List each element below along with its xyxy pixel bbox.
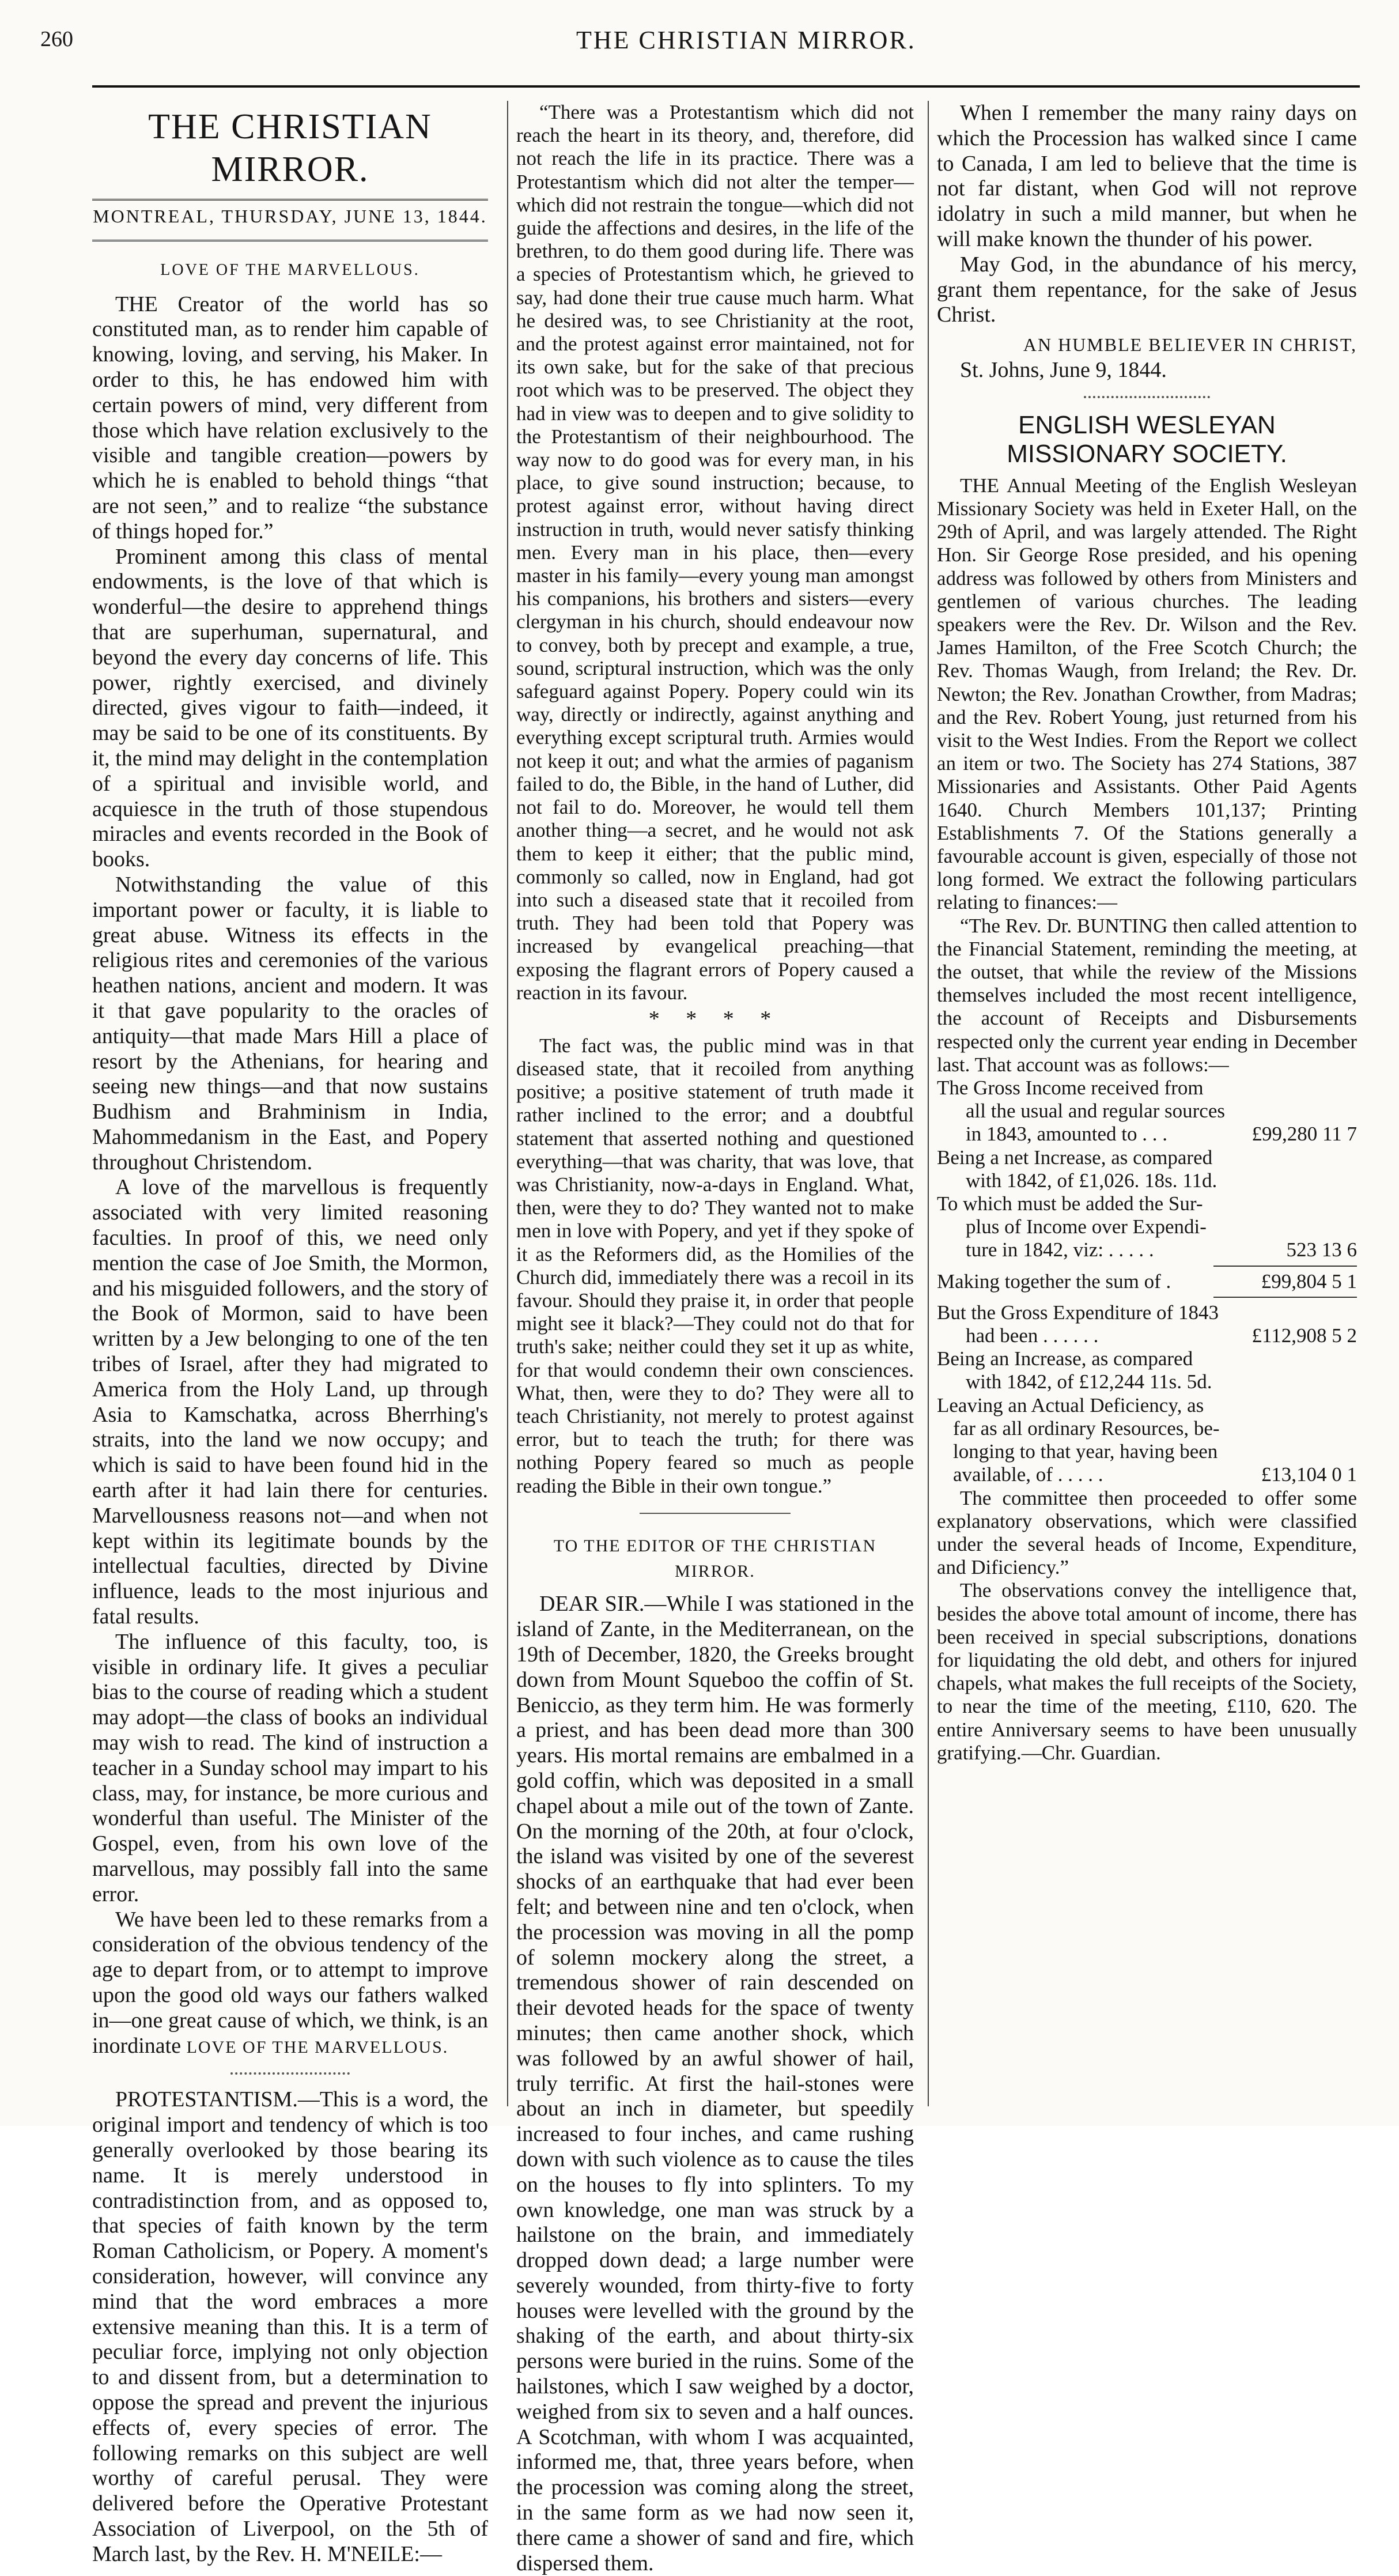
- statement-amount: £99,804 5 1: [1261, 1270, 1357, 1293]
- paragraph-text: We have been led to these remarks from a consideration of the obvious tendency of the age to depart from, or to attempt to improve upon the good old ways our fathers walked in—one great cause of which, we think, is an inordinate: [92, 1907, 488, 2058]
- paragraph: [92, 1908, 488, 2060]
- quotation: The fact was, the public mind was in that diseased state, that it recoiled from anything positive; a positive statement of truth made it rather inclined to the error; and a doubtful statement that asserted nothing and questioned everything—that was charity, that was love, that was Christianity, now-a-days in England. What, then, were they to do? They wanted not to make men in love with Popery, and yet if they spoke of it as the Reformers did, as the Homilies of the Church did, immediately there was a recoil in its favour. Should they praise it, in order that people might see it black?—They could not do that for truth's sake; neither could they set it up as white, for that would condemn their own consciences. What, then, were they to do? They were all to teach Christianity, not merely to protest against error, but to teach the truth; for there was nothing Popery feared so much as people reading the Bible in their own tongue.”: [516, 1034, 914, 1497]
- statement-label: in 1843, amounted to . . .: [966, 1123, 1167, 1146]
- statement-line: all the usual and regular sources: [966, 1100, 1225, 1123]
- statement-label: available, of . . . . .: [953, 1463, 1103, 1486]
- paragraph: The committee then proceeded to offer some explanatory observations, which were classified under the several heads of Income, Expenditure, and Dificiency.”: [937, 1486, 1357, 1579]
- section-divider: [230, 2072, 349, 2075]
- statement-line: Leaving an Actual Deficiency, as: [937, 1393, 1204, 1417]
- paragraph: The influence of this faculty, too, is visible in ordinary life. It gives a peculiar bias to the course of reading which a student may adopt—the class of books an individual may wish to read. The kind of instruction a teacher in a Sunday school may impart to his class, may, for instance, be more curious and wonderful than useful. The Minister of the Gospel, even, from his own love of the marvellous, may possibly fall into the same error.: [92, 1629, 488, 1906]
- statement-label: ture in 1842, viz: . . . . .: [966, 1238, 1154, 1261]
- column-2: [507, 101, 922, 2575]
- statement-amount: £112,908 5 2: [1251, 1324, 1357, 1347]
- financial-statement: [937, 1077, 1357, 1486]
- statement-line: plus of Income over Expendi-: [966, 1215, 1207, 1238]
- statement-line: To which must be added the Sur-: [937, 1192, 1203, 1215]
- statement-row: [937, 1123, 1357, 1146]
- statement-line: far as all ordinary Resources, be-: [953, 1417, 1220, 1440]
- statement-amount: 523 13 6: [1286, 1238, 1357, 1261]
- statement-line: Being an Increase, as compared: [937, 1347, 1193, 1370]
- article-heading-wesleyan: [937, 411, 1357, 469]
- statement-line: The Gross Income received from: [937, 1077, 1204, 1100]
- statement-label: had been . . . . . .: [966, 1324, 1099, 1347]
- quotation: “There was a Protestantism which did not reach the heart in its theory, and, therefore, did not reach the life in its practice. There was a Protestantism which did not alter the temper—which did not restrain the tongue—which did not guide the affections and desires, in the life of the brethren, to do them good during life. There was a species of Protestantism which, he grieved to say, had done their true cause much harm. What he desired was, to see Christianity at the root, and the protest against error maintained, not for its own sake, but for the sake of that precious root which was to be preserved. The object they had in view was to deepen and to give solidity to the Protestantism of their neighbourhood. The way now to do good was for every man, in his place, to give sound instruction; because, to protest against error, without having direct instruction in truth, would never satisfy thinking men. Every man in his place, then—every master in his family—every young man amongst his companions, his brothers and sisters—every clergyman in his church, should endeavour now to convey, both by precept and example, a true, sound, scriptural instruction, which was the only safeguard against Popery. Popery could win its way, directly or indirectly, against anything and everything except scriptural truth. Armies would not keep it out; and what the armies of paganism failed to do, the Bible, in the hand of Luther, did not fail to do. Moreover, he would tell them another thing—a secret, and he would not ask them to keep it either; that the public mind, commonly so called, now in England, had got into such a diseased state that it recoiled from truth. They had been told that Popery was increased by evangelical preaching—that exposing the flagrant errors of Popery caused a reaction in its favour.: [516, 101, 914, 1004]
- total-rule: [1213, 1266, 1357, 1267]
- statement-line: with 1842, of £1,026. 18s. 11d.: [966, 1169, 1217, 1192]
- paragraph-protestantism: PROTESTANTISM.—This is a word, the original import and tendency of which is too generally overlooked by those bearing its name. It is merely understood in contradistinction from, and as opposed to, that species of faith known by the term Roman Catholicism, or Popery. A moment's consideration, however, will convince any mind that the word embraces a more extensive meaning than this. It is a term of peculiar force, implying not only objection to and dissent from, but a determination to oppose the spread and prevent the injurious effects of, every species of error. The following remarks on this subject are well worthy of careful perusal. They were delivered before the Operative Protestant Association of Liverpool, on the 5th of March last, by the Rev. H. M'NEILE:—: [92, 2087, 488, 2566]
- paragraph: The observations convey the intelligence that, besides the above total amount of income, there has been received in special subscriptions, donations for liquidating the old debt, and others for injured chapels, what makes the full receipts of the Society, to near the time of the meeting, £110, 620. The entire Anniversary seems to have been unusually gratifying.—Chr. Guardian.: [937, 1579, 1357, 1764]
- statement-line: longing to that year, having been: [953, 1440, 1218, 1463]
- statement-label: Making together the sum of .: [937, 1270, 1171, 1293]
- paragraph: THE Annual Meeting of the English Wesleyan Missionary Society was held in Exeter Hall, on the 29th of April, and was largely attended. The Right Hon. Sir George Rose presided, and his opening address was followed by others from Ministers and gentlemen of various churches. The leading speakers were the Rev. Dr. Wilson and the Rev. James Hamilton, of the Free Scotch Church; the Rev. Thomas Waugh, from Ireland; the Rev. Dr. Newton; the Rev. Jonathan Crowther, from Madras; and the Rev. Robert Young, just returned from his visit to the West Indies. From the Report we collect an item or two. The Society has 274 Stations, 387 Missionaries and Assistants. Other Paid Agents 1640. Church Members 101,137; Printing Establishments 7. Of the Stations generally a favourable account is given, especially of those not long formed. We extract the following particulars relating to finances:—: [937, 474, 1357, 914]
- column-3: [928, 101, 1357, 2106]
- closing-caps: LOVE OF THE MARVELLOUS.: [186, 2037, 449, 2057]
- masthead-title: THE CHRISTIAN MIRROR.: [148, 107, 432, 189]
- heading-text: ENGLISH WESLEYAN MISSIONARY SOCIETY.: [1007, 410, 1287, 468]
- dateline: MONTREAL, THURSDAY, JUNE 13, 1844.: [93, 206, 487, 226]
- section-divider: [640, 1513, 791, 1514]
- statement-row: [937, 1270, 1357, 1293]
- paragraph: Notwithstanding the value of this important power or faculty, it is liable to great abuse. Witness its effects in the religious rites and ceremonies of the various heathen nations, ancient and modern. It was it that gave popularity to the oracles of antiquity—that made Mars Hill a place of resort by the Athenians, for hearing and seeing new things—and that now sustains Budhism and Brahminism in India, Mahommedanism in the East, and Popery throughout Christendom.: [92, 872, 488, 1174]
- dateline-rule: [92, 240, 488, 241]
- letter-paragraph: When I remember the many rainy days on which the Procession has walked since I came to Canada, I am led to believe that the time is not far distant, when God will not reprove idolatry in such a mild manner, but when he will make known the thunder of his power.: [937, 101, 1357, 251]
- page-number: 260: [40, 27, 73, 51]
- statement-amount: £13,104 0 1: [1261, 1463, 1357, 1486]
- ellipsis-stars: * * * *: [648, 1006, 782, 1031]
- paragraph: A love of the marvellous is frequently associated with very limited reasoning faculties. In proof of this, we need only mention the case of Joe Smith, the Mormon, and his misguided followers, and the story of the Book of Mormon, said to have been written by a Jew belonging to one of the ten tribes of Israel, after they had migrated to America from the Holy Land, up through Asia to Kamschatka, across Bherrhing's straits, into the land we now occupy; and which is said to have been found hid in the earth after it had lain there for centuries. Marvellousness reasons not—and when not kept within its legitimate bounds by the intellectual faculties, directed by Divine influence, leads to the most injurious and fatal results.: [92, 1175, 488, 1629]
- statement-line: with 1842, of £12,244 11s. 5d.: [966, 1370, 1212, 1393]
- statement-row: [937, 1463, 1357, 1486]
- column-1: [92, 101, 498, 2566]
- paragraph: Prominent among this class of mental endowments, is the love of that which is wonderful—the desire to apprehend things that are superhuman, supernatural, and beyond the every day concerns of life. This power, rightly exercised, and divinely directed, gives vigour to faith—indeed, it may be said to be one of its constituents. By it, the mind may delight in the contemplation of a spiritual and invisible world, and acquiesce in the truth of those stupendous miracles and events recorded in the Book of books.: [92, 544, 488, 872]
- header-rule: [92, 85, 1360, 88]
- article-heading-love: LOVE OF THE MARVELLOUS.: [160, 260, 420, 279]
- statement-row: [937, 1238, 1357, 1261]
- section-divider: [1084, 396, 1210, 398]
- letter-paragraph: DEAR SIR.—While I was stationed in the island of Zante, in the Mediterranean, on the 19th of December, 1820, the Greeks brought down from Mount Squeboo the coffin of St. Beniccio, as they term him. He was formerly a priest, and has been dead more than 300 years. His mortal remains are embalmed in a gold coffin, which was deposited in a small chapel about a mile out of the town of Zante. On the morning of the 20th, at four o'clock, the island was visited by one of the severest shocks of an earthquake that had ever been felt; and between nine and ten o'clock, when the procession was moving in all the pomp of solemn mockery along the street, a tremendous shower of rain descended on their devoted heads for the space of twenty minutes; then came another shock, which was followed by an awful shower of hail, truly terrific. At first the hail-stones were about an inch in diameter, but speedily increased to four inches, and came rushing down with such violence as to cause the tiles on the houses to fly into splinters. To my own knowledge, one man was struck by a hailstone on the brain, and immediately dropped down dead; a large number were severely wounded, from thirty-five to forty houses were levelled with the ground by the shaking of the earth, and about thirty-six persons were buried in the ruins. Some of the hailstones, which I saw weighed by a doctor, weighed from six to seven and a half ounces. A Scotchman, with whom I was acquainted, informed me, that, three years before, when the procession was coming along the street, in the same form as we had now seen it, there came a shower of sand and fire, which dispersed them.: [516, 1592, 914, 2575]
- statement-line: Being a net Increase, as compared: [937, 1146, 1213, 1169]
- letter-address: TO THE EDITOR OF THE CHRISTIAN MIRROR.: [553, 1536, 877, 1581]
- letter-signature: AN HUMBLE BELIEVER IN CHRIST,: [1023, 334, 1357, 356]
- total-rule: [1213, 1297, 1357, 1298]
- paragraph: “The Rev. Dr. BUNTING then called attention to the Financial Statement, reminding the meeting, at the outset, that while the review of the Missions themselves included the most recent intelligence, the account of Receipts and Disbursements respected only the current year ending in December last. That account was as follows:—: [937, 914, 1357, 1076]
- statement-row: [937, 1324, 1357, 1347]
- statement-amount: £99,280 11 7: [1251, 1123, 1357, 1146]
- letter-paragraph: May God, in the abundance of his mercy, grant them repentance, for the sake of Jesus Christ.: [937, 252, 1357, 327]
- masthead-rule: [92, 199, 488, 201]
- letter-place-date: St. Johns, June 9, 1844.: [960, 357, 1167, 382]
- running-title: THE CHRISTIAN MIRROR.: [576, 26, 916, 54]
- paragraph: THE Creator of the world has so constituted man, as to render him capable of knowing, loving, and serving, his Maker. In order to this, he has endowed him with certain powers of mind, very different from those which have relation exclusively to the visible and tangible creation—powers by which he is enabled to behold things “that are not seen,” and to realize “the substance of things hoped for.”: [92, 292, 488, 543]
- statement-line: But the Gross Expenditure of 1843: [937, 1301, 1219, 1324]
